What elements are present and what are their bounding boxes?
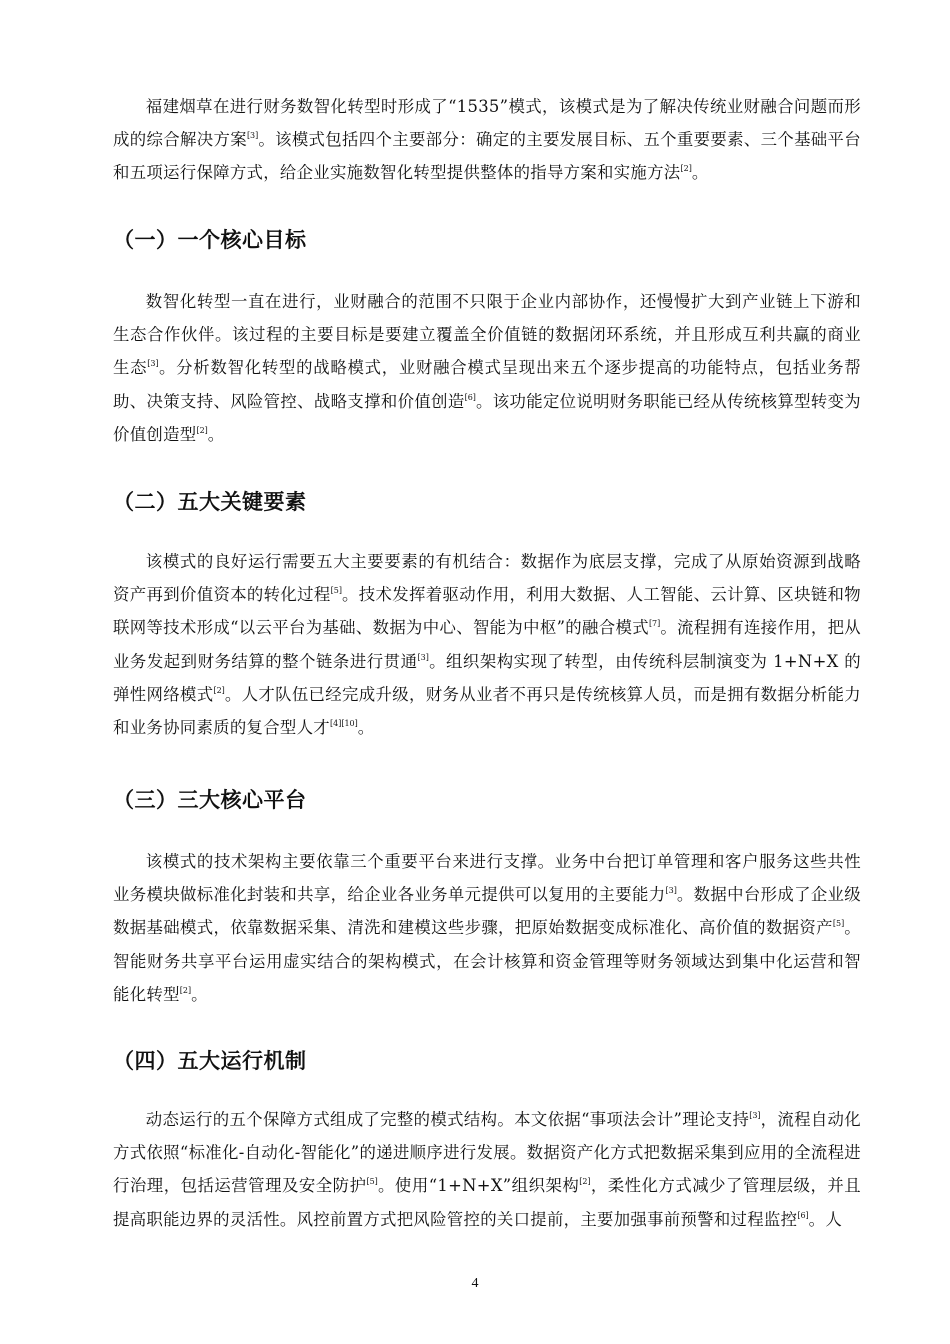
citation-marker: [6] xyxy=(797,1210,809,1220)
body-paragraph xyxy=(113,545,861,744)
paragraph-text: ，柔性化方式减少了管理层级，并且提高职能边界的灵活性。风控前置方式把风险管控的关口提前，主要加强事前预警和过程监控 xyxy=(113,1176,861,1229)
body-paragraph xyxy=(113,90,861,190)
citation-marker: [2] xyxy=(680,164,692,174)
paragraph-text: 。 xyxy=(691,163,709,183)
section-heading: （一）一个核心目标 xyxy=(113,228,307,252)
paragraph-text: 。技术发挥着驱动作用，利用大数据、人工智能、云计算、区块链和物联网等技术形成“以云平台为基础、数据为中心、智能为中枢”的融合模式 xyxy=(113,585,861,638)
citation-marker: [5] xyxy=(366,1177,378,1187)
paragraph-text: 福建烟草在进行财务数智化转型时形成了“1535”模式，该模式是为了解决传统业财融合问题而形成的综合解决方案 xyxy=(113,97,861,150)
paragraph-text: 。人才队伍已经完成升级，财务从业者不再只是传统核算人员，而是拥有数据分析能力和业务协同素质的复合型人才 xyxy=(113,684,861,738)
paragraph-text: 。该功能定位说明财务职能已经从传统核算型转变为价值创造型 xyxy=(113,391,861,444)
section-heading: （二）五大关键要素 xyxy=(113,490,307,514)
citation-marker: [5] xyxy=(330,586,342,596)
citation-marker: [3] xyxy=(749,1111,761,1120)
citation-marker: [2] xyxy=(179,985,192,995)
paragraph-text: 该模式的良好运行需要五大主要要素的有机结合：数据作为底层支撑，完成了从原始资源到战略资产再到价值资本的转化过程 xyxy=(113,552,861,605)
paragraph-text: 。 xyxy=(207,424,225,444)
paragraph-text: 。该模式包括四个主要部分：确定的主要发展目标、五个重要要素、三个基础平台和五项运行保障方式，给企业实施数智化转型提供整体的指导方案和实施方法 xyxy=(113,130,861,183)
citation-marker: [3] xyxy=(417,652,429,662)
page-number: 4 xyxy=(471,1276,479,1291)
citation-marker: [3] xyxy=(246,131,259,141)
citation-marker: [2] xyxy=(196,425,208,435)
citation-marker: [2] xyxy=(213,685,225,695)
paragraph-text: 动态运行的五个保障方式组成了完整的模式结构。本文依据“事项法会计”理论支持 xyxy=(145,1110,750,1129)
paragraph-text: 该模式的技术架构主要依靠三个重要平台来进行支撑。业务中台把订单管理和客户服务这些共性业务模块做标准化封装和共享，给企业各业务单元提供可以复用的主要能力 xyxy=(113,852,861,905)
paragraph-text: 。人 xyxy=(808,1209,843,1229)
citation-marker: [5] xyxy=(832,919,845,929)
paragraph-text: 。 xyxy=(191,984,208,1004)
citation-marker: [3] xyxy=(147,359,159,369)
citation-marker: [3] xyxy=(665,886,677,896)
paragraph-text: 数智化转型一直在进行，业财融合的范围不只限于企业内部协作，还慢慢扩大到产业链上下游和生态合作伙伴。该过程的主要目标是要建立覆盖全价值链的数据闭环系统，并且形成互利共赢的商业生态 xyxy=(113,292,861,378)
paragraph-text: 。组织架构实现了转型，由传统科层制演变为 1+N+X 的弹性网络模式 xyxy=(113,651,861,704)
paragraph-text: 。智能财务共享平台运用虚实结合的架构模式，在会计核算和资金管理等财务领域达到集中化运营和智能化转型 xyxy=(113,918,861,1004)
body-paragraph xyxy=(113,1103,861,1236)
citation-marker: [4][10] xyxy=(329,719,358,729)
paragraph-text: 。使用“1+N+X”组织架构 xyxy=(377,1176,580,1196)
citation-marker: [2] xyxy=(579,1177,591,1187)
paragraph-text: 。 xyxy=(357,718,375,738)
body-paragraph xyxy=(113,845,861,1011)
section-heading: （三）三大核心平台 xyxy=(113,788,307,812)
section-heading: （四）五大运行机制 xyxy=(113,1049,307,1073)
body-paragraph xyxy=(113,285,861,451)
paragraph-text: 。流程拥有连接作用，把从业务发起到财务结算的整个链条进行贯通 xyxy=(113,618,861,671)
citation-marker: [6] xyxy=(464,392,476,402)
paragraph-text: 。分析数智化转型的战略模式，业财融合模式呈现出来五个逐步提高的功能特点，包括业务帮助、决策支持、风险管控、战略支撑和价值创造 xyxy=(113,358,861,411)
paragraph-text: ，流程自动化方式依照“标准化-自动化-智能化”的递进顺序进行发展。数据资产化方式把数据采集到应用的全流程进行治理，包括运营管理及安全防护 xyxy=(113,1110,861,1196)
paragraph-text: 。数据中台形成了企业级数据基础模式，依靠数据采集、清洗和建模这些步骤，把原始数据变成标准化、高价值的数据资产 xyxy=(113,885,861,938)
citation-marker: [7] xyxy=(648,619,661,629)
